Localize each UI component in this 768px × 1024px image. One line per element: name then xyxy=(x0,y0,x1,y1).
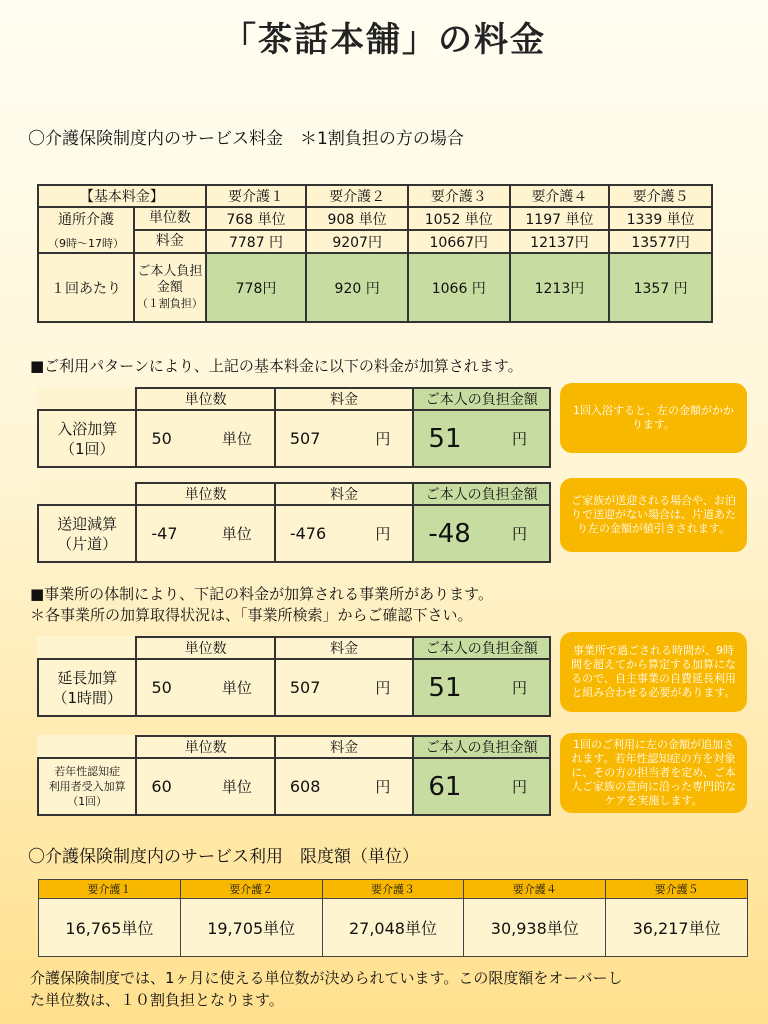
units-label: 単位数 xyxy=(135,208,205,231)
burden-value: 778円 xyxy=(206,253,307,322)
fee-cell xyxy=(275,505,414,562)
addition-label-note: （1回） xyxy=(67,795,108,808)
table-header-cell: 単位数 xyxy=(136,483,274,505)
burden-cell xyxy=(413,659,550,716)
yen-word: 円 xyxy=(511,778,527,796)
units-cell xyxy=(136,410,274,467)
table-header-row xyxy=(38,736,550,758)
addition-label: 若年性認知症 xyxy=(54,765,121,778)
footer-text: た単位数は、１０割負担となります。 xyxy=(30,991,284,1009)
table-row xyxy=(38,410,550,467)
callout-note: ご家族が送迎される場合や、お泊りで送迎がない場合は、片道あたり左の金額が値引きされます。 xyxy=(560,478,747,552)
addition-label: 送迎減算 xyxy=(57,514,118,533)
limit-value: 30,938単位 xyxy=(464,899,606,957)
units-value: 768 単位 xyxy=(206,207,307,230)
burden-cell xyxy=(413,758,550,815)
table-header-row xyxy=(38,185,712,207)
table-header-cell: 要介護４ xyxy=(510,185,610,207)
burden-value: 51 xyxy=(428,672,462,703)
addition-block-extension xyxy=(37,636,551,717)
yen-word: 円 xyxy=(511,430,527,448)
burden-value: 61 xyxy=(428,771,462,802)
row-label-cell xyxy=(38,207,206,253)
table-header-cell: 要介護４ xyxy=(464,880,606,899)
addition-table xyxy=(37,387,551,468)
section-heading-facility-additions: ■事業所の体制により、下記の料金が加算される事業所があります。 xyxy=(30,585,493,603)
table-header-row xyxy=(38,637,550,659)
callout-note: 事業所で過ごされる時間が、9時間を超えてから算定する加算になるので、自主事業の自費延長利用と組み合わせる必要があります。 xyxy=(560,632,747,712)
row-label-day-service: 通所介護 xyxy=(58,212,114,228)
fee-value: 7787 円 xyxy=(206,230,307,253)
table-header-cell: 要介護３ xyxy=(408,185,510,207)
fee-value: 608 xyxy=(289,777,321,796)
addition-table xyxy=(37,482,551,563)
section-heading-limits: 〇介護保険制度内のサービス利用 限度額（単位） xyxy=(28,847,419,867)
unit-word: 単位 xyxy=(221,430,252,448)
section-note-facility-search: ＊各事業所の加算取得状況は、「事業所検索」からご確認下さい。 xyxy=(30,606,473,624)
addition-label: 延長加算 xyxy=(57,668,118,687)
burden-value: 51 xyxy=(428,423,462,454)
units-value: 50 xyxy=(151,429,172,448)
fee-value: 12137円 xyxy=(510,230,610,253)
table-row xyxy=(38,253,712,322)
row-label-hours: （9時〜17時） xyxy=(48,237,124,250)
table-header-cell: ご本人の負担金額 xyxy=(413,637,550,659)
units-value: 50 xyxy=(151,678,172,697)
fee-cell xyxy=(275,659,414,716)
table-header-cell: 料金 xyxy=(275,483,414,505)
table-row xyxy=(38,659,550,716)
unit-word: 単位 xyxy=(221,778,252,796)
table-header-cell: ご本人の負担金額 xyxy=(413,736,550,758)
burden-value: -48 xyxy=(428,518,471,549)
units-value: 908 単位 xyxy=(306,207,408,230)
fee-value: -476 xyxy=(289,524,327,543)
table-header-row xyxy=(38,388,550,410)
units-value: 1052 単位 xyxy=(408,207,510,230)
unit-word: 単位 xyxy=(221,679,252,697)
table-header-cell: 【基本料金】 xyxy=(38,185,206,207)
addition-label-cell xyxy=(38,505,136,562)
addition-label-note: （1回） xyxy=(59,439,115,458)
footer-text: 介護保険制度では、1ヶ月に使える単位数が決められています。この限度額をオーバーし xyxy=(30,969,623,987)
page-title: 「茶話本舗」の料金 xyxy=(222,20,546,60)
burden-label: 金額 xyxy=(156,279,183,295)
burden-cell xyxy=(413,410,550,467)
limit-value: 27,048単位 xyxy=(322,899,464,957)
table-header-cell: 要介護１ xyxy=(206,185,307,207)
addition-table xyxy=(37,636,551,717)
fee-value: 507 xyxy=(289,678,321,697)
table-header-cell: 単位数 xyxy=(136,388,274,410)
table-header-cell: 要介護５ xyxy=(609,185,712,207)
callout-note: 1回のご利用に左の金額が追加されます。若年性認知症の方を対象に、その方の担当者を定め、ご本人ご家族の意向に沿った専門的なケアを実施します。 xyxy=(560,733,747,813)
table-header-cell: 要介護３ xyxy=(322,880,464,899)
burden-value: 1213円 xyxy=(510,253,610,322)
burden-label-note: （１割負担） xyxy=(136,296,203,310)
addition-label-cell xyxy=(38,758,136,815)
addition-block-bathing xyxy=(37,387,551,468)
table-header-cell: 料金 xyxy=(275,736,414,758)
addition-table xyxy=(37,735,551,816)
addition-block-young-dementia xyxy=(37,735,551,816)
table-row xyxy=(38,207,712,230)
table-header-cell: 要介護５ xyxy=(606,880,748,899)
burden-label: ご本人負担 xyxy=(137,263,203,279)
addition-label-cell xyxy=(38,659,136,716)
fee-value: 9207円 xyxy=(306,230,408,253)
fee-value: 13577円 xyxy=(609,230,712,253)
addition-label-note: （1時間） xyxy=(52,688,122,707)
addition-label-cell xyxy=(38,410,136,467)
addition-block-transport xyxy=(37,482,551,563)
table-header-row xyxy=(38,483,550,505)
units-cell xyxy=(136,758,274,815)
table-header-cell: 要介護１ xyxy=(39,880,181,899)
fee-cell xyxy=(275,758,414,815)
fee-value: 10667円 xyxy=(408,230,510,253)
units-cell xyxy=(136,505,274,562)
table-header-cell: 単位数 xyxy=(136,736,274,758)
table-row xyxy=(38,758,550,815)
yen-word: 円 xyxy=(375,525,391,543)
burden-cell xyxy=(413,505,550,562)
unit-word: 単位 xyxy=(221,525,252,543)
table-header-cell: 料金 xyxy=(275,637,414,659)
yen-word: 円 xyxy=(375,679,391,697)
limit-value: 16,765単位 xyxy=(39,899,181,957)
table-header-row xyxy=(39,880,748,899)
table-header-cell: 単位数 xyxy=(136,637,274,659)
row-label-per-time: １回あたり xyxy=(39,254,135,321)
units-value: -47 xyxy=(151,524,178,543)
addition-label-note: （片道） xyxy=(57,534,118,553)
units-value: 60 xyxy=(151,777,172,796)
limit-table xyxy=(38,879,748,957)
burden-value: 920 円 xyxy=(306,253,408,322)
section-heading-service-fees: 〇介護保険制度内のサービス料金 ＊1割負担の方の場合 xyxy=(28,129,464,149)
table-header-cell: ご本人の負担金額 xyxy=(413,388,550,410)
section-heading-additions: ■ご利用パターンにより、上記の基本料金に以下の料金が加算されます。 xyxy=(30,357,523,375)
callout-note: 1回入浴すると、左の金額がかかります。 xyxy=(560,383,747,453)
yen-word: 円 xyxy=(375,778,391,796)
limit-value: 36,217単位 xyxy=(606,899,748,957)
addition-label: 入浴加算 xyxy=(57,419,118,438)
units-value: 1339 単位 xyxy=(609,207,712,230)
basic-fee-table xyxy=(37,184,713,323)
fee-label: 料金 xyxy=(155,233,184,249)
burden-value: 1066 円 xyxy=(408,253,510,322)
yen-word: 円 xyxy=(511,679,527,697)
units-cell xyxy=(136,659,274,716)
addition-label: 利用者受入加算 xyxy=(48,780,126,793)
table-row xyxy=(39,899,748,957)
limit-value: 19,705単位 xyxy=(180,899,322,957)
table-header-cell: 要介護２ xyxy=(180,880,322,899)
fee-value: 507 xyxy=(289,429,321,448)
row-label-cell xyxy=(38,253,206,322)
table-header-cell: ご本人の負担金額 xyxy=(413,483,550,505)
burden-value: 1357 円 xyxy=(609,253,712,322)
fee-cell xyxy=(275,410,414,467)
table-row xyxy=(38,505,550,562)
table-header-cell: 料金 xyxy=(275,388,414,410)
units-value: 1197 単位 xyxy=(510,207,610,230)
table-header-cell: 要介護２ xyxy=(306,185,408,207)
yen-word: 円 xyxy=(375,430,391,448)
yen-word: 円 xyxy=(511,525,527,543)
